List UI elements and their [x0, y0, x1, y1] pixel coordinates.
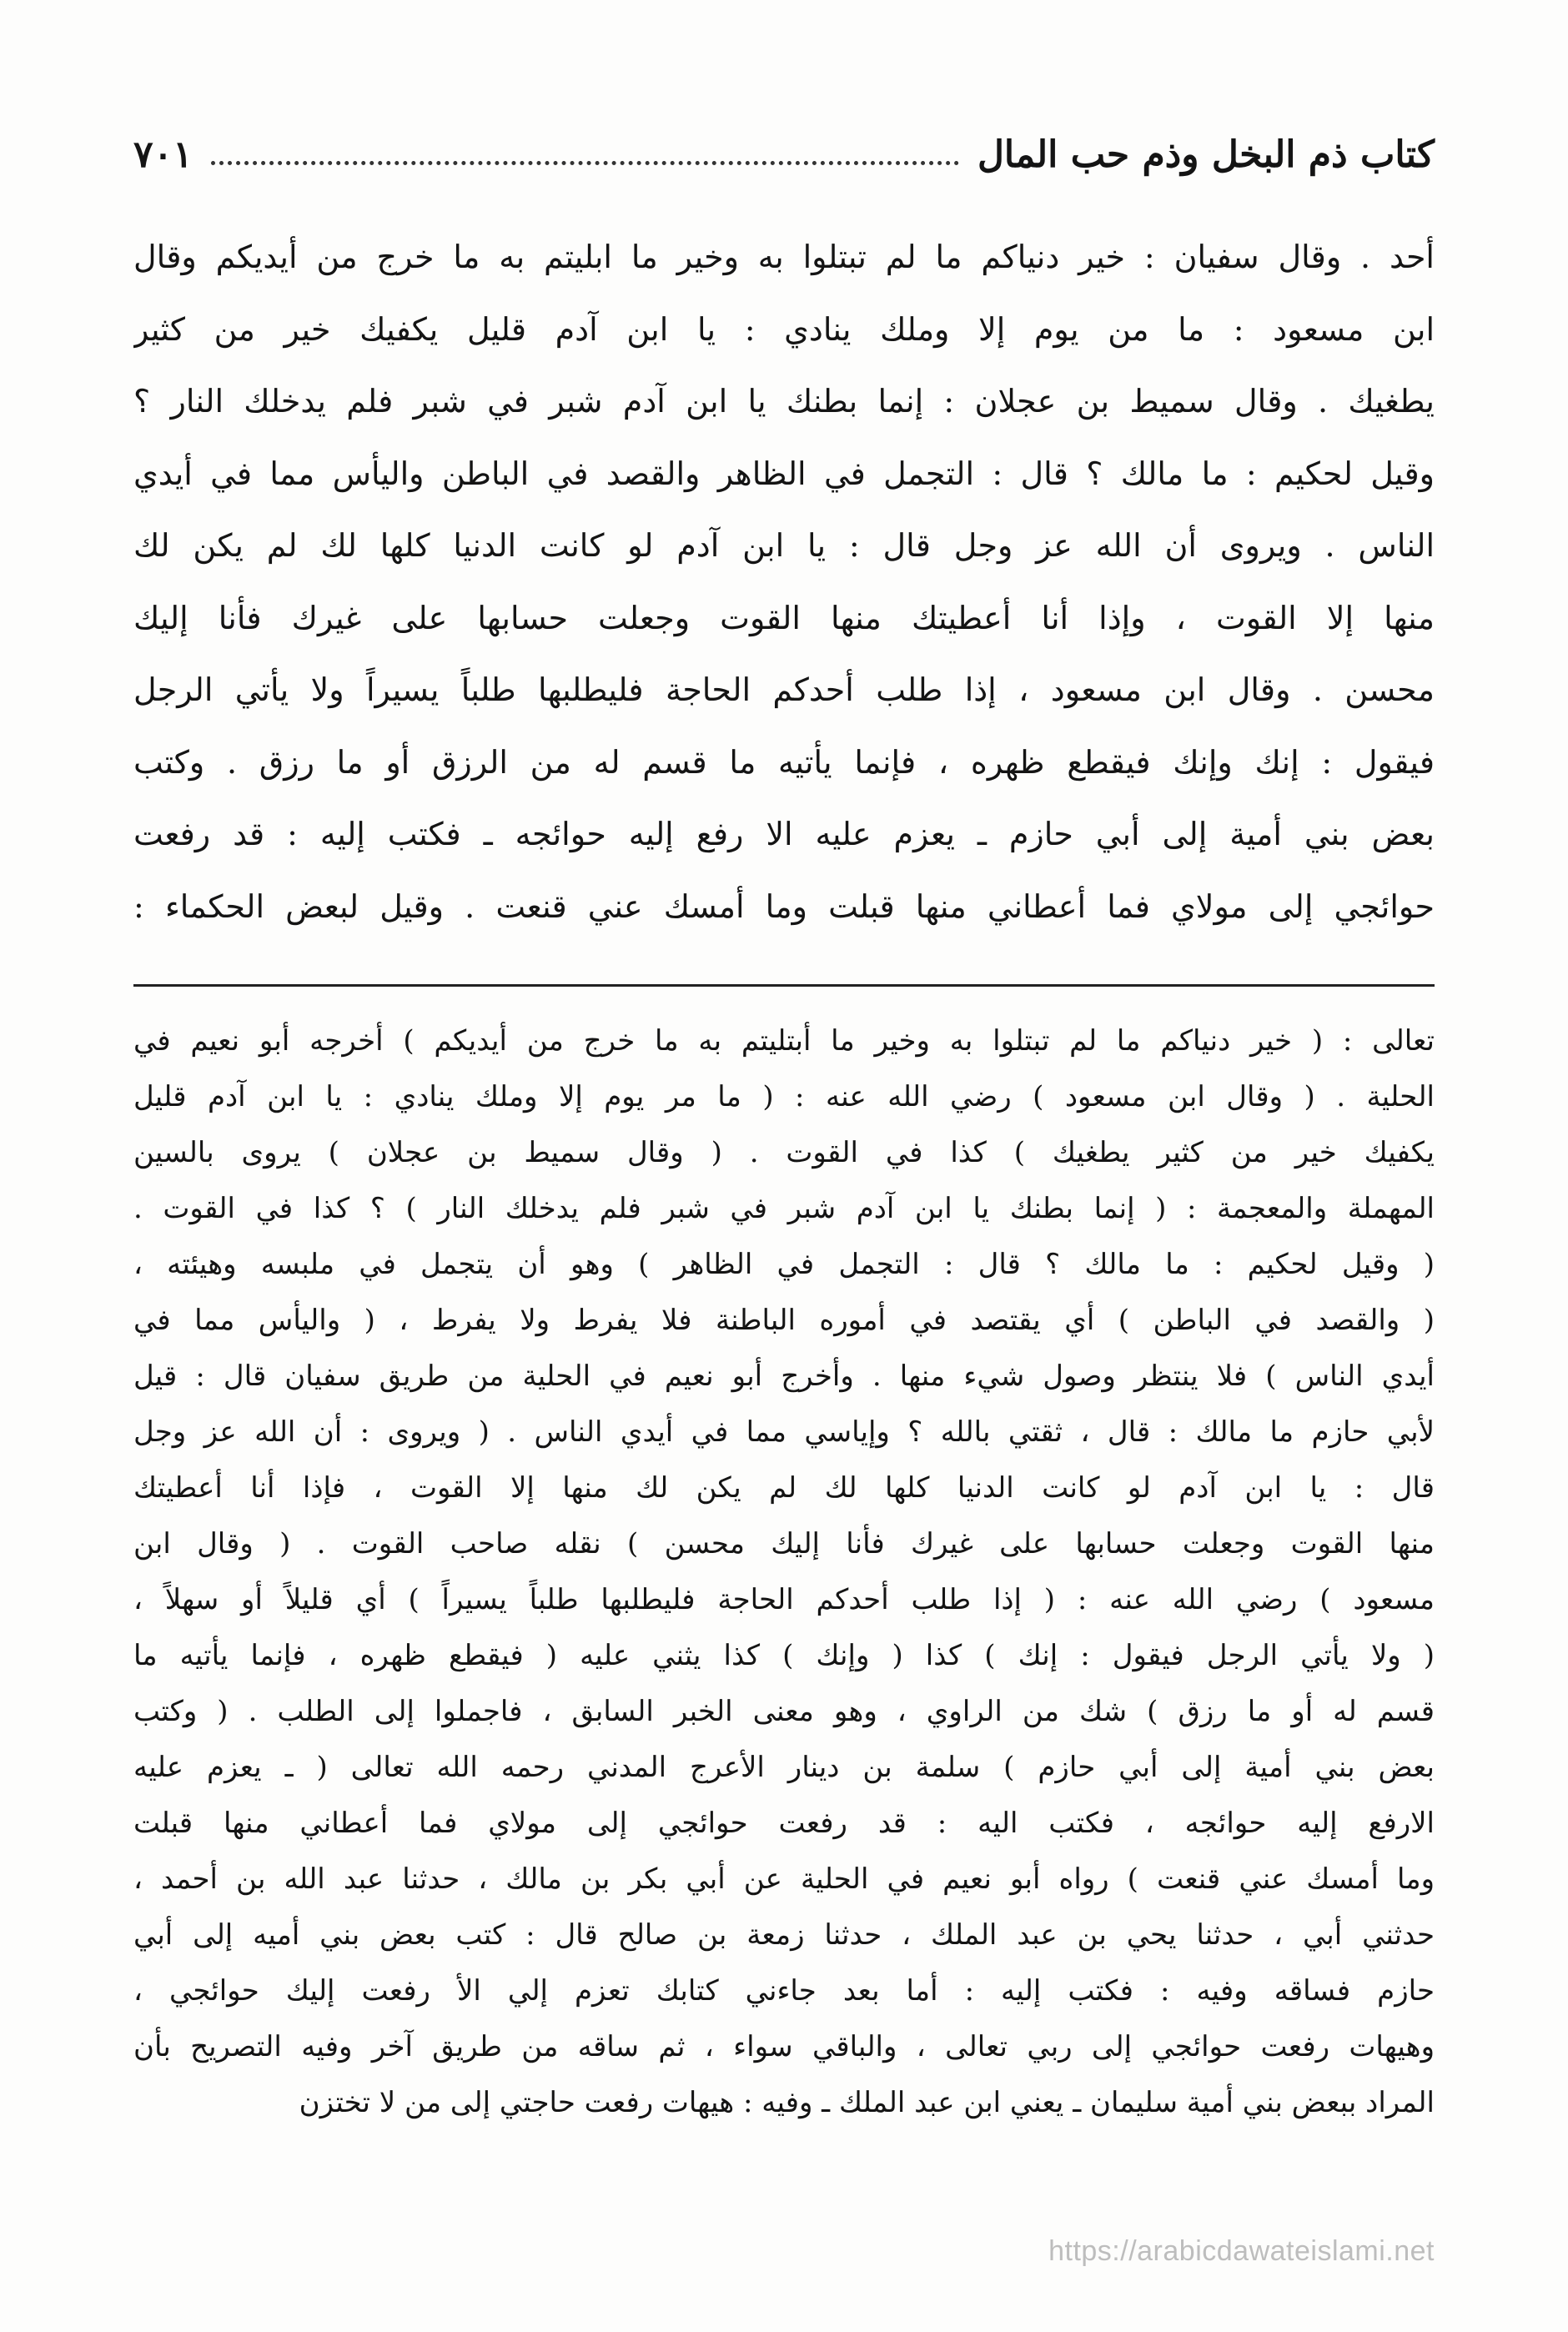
footnote-line: المهملة والمعجمة : ( إنما بطنك يا ابن آدم شبر في شبر فلم يدخلك النار ) ؟ كذا في القوت .: [133, 1192, 1435, 1225]
main-text-line: حوائجي إلى مولاي فما أعطاني منها قبلت وما أمسك عني قنعت . وقيل لبعض الحكماء :: [133, 887, 1435, 925]
main-text-line: منها إلا القوت ، وإذا أنا أعطيتك منها القوت وجعلت حسابها على غيرك فأنا إليك: [133, 599, 1435, 636]
footnote-line: قسم له أو ما رزق ) شك من الراوي ، وهو معنى الخبر السابق ، فاجملوا إلى الطلب . ( وكتب: [133, 1695, 1435, 1728]
main-text-line: ابن مسعود : ما من يوم إلا وملك ينادي : يا ابن آدم قليل يكفيك خير من كثير: [133, 310, 1435, 348]
footnotes-commentary: [133, 1013, 1435, 2131]
footnote-line: تعالى : ( خير دنياكم ما لم تبتلوا به وخير ما أبتليتم به ما خرج من أيديكم ) أخرجه أبو نعيم في: [133, 1024, 1435, 1058]
main-text-line: الناس . ويروى أن الله عز وجل قال : يا ابن آدم لو كانت الدنيا كلها لك لم يكن لك: [133, 527, 1435, 564]
page-number: ٧٠١: [133, 133, 193, 176]
page-header: [133, 125, 1435, 183]
footnote-divider: [133, 984, 1435, 987]
footnote-line: ( والقصد في الباطن ) أي يقتصد في أموره الباطنة فلا يفرط ولا يفرط ، ( واليأس مما في: [133, 1304, 1435, 1337]
footnote-line: المراد ببعض بني أمية سليمان ـ يعني ابن عبد الملك ـ وفيه : هيهات رفعت حاجتي إلى من لا تختزن: [299, 2086, 1435, 2119]
footnote-line: قال : يا ابن آدم لو كانت الدنيا كلها لك لم يكن لك منها إلا القوت ، فإذا أنا أعطيتك: [133, 1471, 1435, 1505]
footnote-line: منها القوت وجعلت حسابها على غيرك فأنا إليك محسن ) نقله صاحب القوت . ( وقال ابن: [133, 1527, 1435, 1561]
footnote-line: حازم فساقه وفيه : فكتب إليه : أما بعد جاءني كتابك تعزم إلي الأ رفعت إليك حوائجي ،: [133, 1974, 1435, 2008]
main-text-line: بعض بني أمية إلى أبي حازم ـ يعزم عليه الا رفع إليه حوائجه ـ فكتب إليه : قد رفعت: [133, 816, 1435, 852]
dotted-leader: [211, 161, 959, 165]
footnote-line: ( ولا يأتي الرجل فيقول : إنك ) كذا ( وإنك ) كذا يثني عليه ( فيقطع ظهره ، فإنما يأتيه ما: [133, 1639, 1435, 1672]
watermark-url: https://arabicdawateislami.net: [1048, 2235, 1435, 2267]
footnote-line: يكفيك خير من كثير يطغيك ) كذا في القوت . ( وقال سميط بن عجلان ) يروى بالسين: [133, 1136, 1435, 1169]
book-page: [133, 0, 1435, 2332]
footnote-line: بعض بني أمية إلى أبي حازم ) سلمة بن دينار الأعرج المدني رحمه الله تعالى ( ـ يعزم عليه: [133, 1751, 1435, 1784]
main-text-line: فيقول : إنك وإنك فيقطع ظهره ، فإنما يأتيه ما قسم له من الرزق أو ما رزق . وكتب: [133, 743, 1435, 781]
footnote-line: ( وقيل لحكيم : ما مالك ؟ قال : التجمل في الظاهر ) وهو أن يتجمل في ملبسه وهيئته ،: [133, 1248, 1435, 1281]
main-text-line: أحد . وقال سفيان : خير دنياكم ما لم تبتلوا به وخير ما ابليتم به ما خرج من أيديكم وقال: [133, 239, 1435, 275]
main-text-line: وقيل لحكيم : ما مالك ؟ قال : التجمل في الظاهر والقصد في الباطن واليأس مما في أيدي: [133, 455, 1435, 492]
footnote-line: وما أمسك عني قنعت ) رواه أبو نعيم في الحلية عن أبي بكر بن مالك ، حدثنا عبد الله بن أحمد ،: [133, 1862, 1435, 1896]
footnote-line: وهيهات رفعت حوائجي إلى ربي تعالى ، والباقي سواء ، ثم ساقه من طريق آخر وفيه التصريح بأن: [133, 2030, 1435, 2063]
footnote-line: الارفع إليه حوائجه ، فكتب اليه : قد رفعت حوائجي إلى مولاي فما أعطاني منها قبلت: [133, 1807, 1435, 1840]
main-text-line: يطغيك . وقال سميط بن عجلان : إنما بطنك يا ابن آدم شبر في شبر فلم يدخلك النار ؟: [133, 383, 1435, 420]
footnote-line: مسعود ) رضي الله عنه : ( إذا طلب أحدكم الحاجة فليطلبها طلباً يسيراً ) أي قليلاً أو سهلاً ،: [133, 1583, 1435, 1616]
footnote-line: الحلية . ( وقال ابن مسعود ) رضي الله عنه : ( ما مر يوم إلا وملك ينادي : يا ابن آدم قليل: [133, 1080, 1435, 1113]
main-text: [133, 221, 1435, 942]
main-text-line: محسن . وقال ابن مسعود ، إذا طلب أحدكم الحاجة فليطلبها طلباً يسيراً ولا يأتي الرجل: [133, 671, 1435, 708]
footnote-line: أيدي الناس ) فلا ينتظر وصول شيء منها . وأخرج أبو نعيم في الحلية من طريق سفيان قال : قيل: [133, 1359, 1435, 1393]
footnote-line: حدثني أبي ، حدثنا يحي بن عبد الملك ، حدثنا زمعة بن صالح قال : كتب بعض بني أميه إلى أبي: [133, 1918, 1435, 1952]
footnote-line: لأبي حازم ما مالك : قال ، ثقتي بالله ؟ وإياسي مما في أيدي الناس . ( ويروى : أن الله عز وجل: [133, 1415, 1435, 1449]
running-title: كتاب ذم البخل وذم حب المال: [977, 133, 1435, 176]
